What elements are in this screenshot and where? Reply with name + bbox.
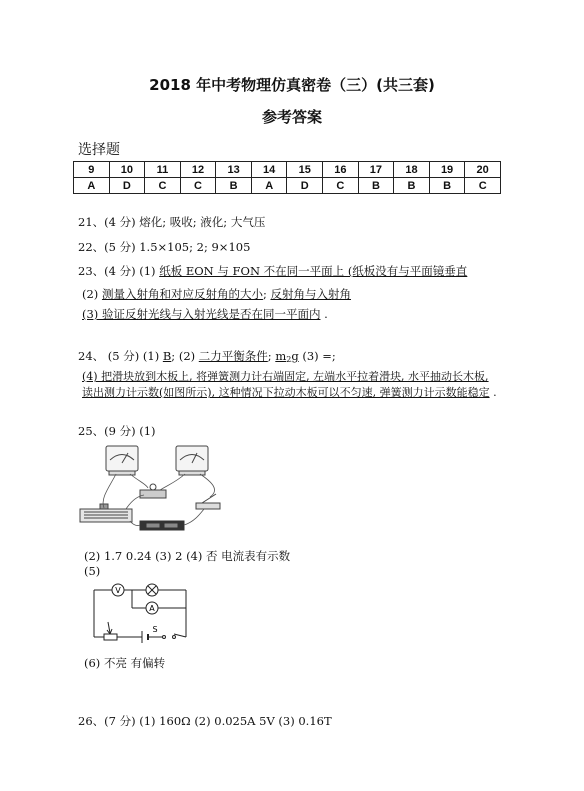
document-title: 2018 年中考物理仿真密卷（三）(共三套)	[149, 76, 435, 94]
q24-answer-4b: 读出测力计示数(如图所示), 这种情况下拉动木板可以不匀速, 弹簧测力计示数能稳定	[82, 386, 490, 399]
question-number-cell: 20	[465, 162, 501, 178]
question-number-cell: 16	[323, 162, 359, 178]
answer-q26: 26、(7 分) (1) 160Ω (2) 0.025A 5V (3) 0.16T	[78, 714, 332, 728]
section-label-choice: 选择题	[78, 142, 120, 158]
question-number-cell: 19	[429, 162, 465, 178]
answer-q25-part5-label: (5)	[84, 564, 101, 578]
q23-prefix-2: (2)	[82, 287, 102, 301]
answer-q25-header: 25、(9 分) (1)	[78, 424, 156, 438]
answer-cell: D	[287, 178, 323, 194]
q24-answer-3-sub: 2	[286, 355, 292, 364]
battery-symbol	[142, 631, 148, 643]
answer-cell: B	[358, 178, 394, 194]
question-number-cell: 10	[109, 162, 145, 178]
q24-prefix: 24、 (5 分) (1)	[78, 349, 163, 363]
rheostat-symbol	[104, 634, 117, 640]
q23-answer-2a: 测量入射角和对应反射角的大小	[101, 287, 263, 301]
q24-period: .	[489, 386, 497, 399]
answer-q25-parts-2-4: (2) 1.7 0.24 (3) 2 (4) 否 电流表有示数	[84, 549, 291, 563]
q23-answer-3: (3) 验证反射光线与入射光线是否在同一平面内	[82, 307, 321, 321]
question-number-cell: 14	[251, 162, 287, 178]
question-number-cell: 12	[180, 162, 216, 178]
answer-cell: C	[465, 178, 501, 194]
q24-answer-3-tail: g	[291, 349, 299, 363]
question-number-cell: 11	[145, 162, 181, 178]
answer-cell: A	[251, 178, 287, 194]
q24-answer-3-base: m	[275, 349, 287, 363]
answer-q25-part6: (6) 不亮 有偏转	[84, 656, 166, 670]
answer-q21: 21、(4 分) 熔化; 吸收; 液化; 大气压	[78, 215, 266, 229]
voltmeter-label: V	[115, 586, 121, 595]
answer-cell: B	[216, 178, 252, 194]
switch-symbol	[163, 636, 176, 639]
q24-answer-2: 二力平衡条件	[198, 349, 268, 363]
answer-q22: 22、(5 分) 1.5×105; 2; 9×105	[78, 240, 251, 254]
q24-mid-1: ; (2)	[171, 349, 199, 363]
q23-answer-1: 纸板 EON 与 FON 不在同一平面上 (纸板没有与平面镜垂直	[159, 264, 468, 278]
q24-answer-1: B	[162, 349, 172, 363]
switch-label: S	[152, 625, 158, 634]
q24-answer-4a: (4) 把滑块放到木板上, 将弹簧测力计右端固定, 左端水平拉着滑块, 水平抽动长木板,	[82, 370, 489, 383]
question-number-cell: 15	[287, 162, 323, 178]
answer-cell: B	[429, 178, 465, 194]
question-number-cell: 18	[394, 162, 430, 178]
q23-prefix: 23、(4 分) (1)	[78, 264, 160, 278]
q24-tail: (3) =;	[298, 349, 336, 363]
answer-cell: C	[323, 178, 359, 194]
answer-cell: C	[180, 178, 216, 194]
q24-mid-2: ;	[267, 349, 276, 363]
answer-cell: C	[145, 178, 181, 194]
document-subtitle: 参考答案	[261, 108, 322, 126]
q23-answer-2b: 反射角与入射角	[270, 287, 351, 301]
ammeter-label: A	[149, 604, 155, 613]
question-number-cell: 9	[74, 162, 110, 178]
q23-period: .	[320, 307, 328, 321]
question-number-cell: 17	[358, 162, 394, 178]
answer-cell: A	[74, 178, 110, 194]
answer-cell: B	[394, 178, 430, 194]
answer-cell: D	[109, 178, 145, 194]
lamp-symbol	[146, 584, 158, 596]
question-number-cell: 13	[216, 162, 252, 178]
q23-separator: ;	[262, 287, 271, 301]
